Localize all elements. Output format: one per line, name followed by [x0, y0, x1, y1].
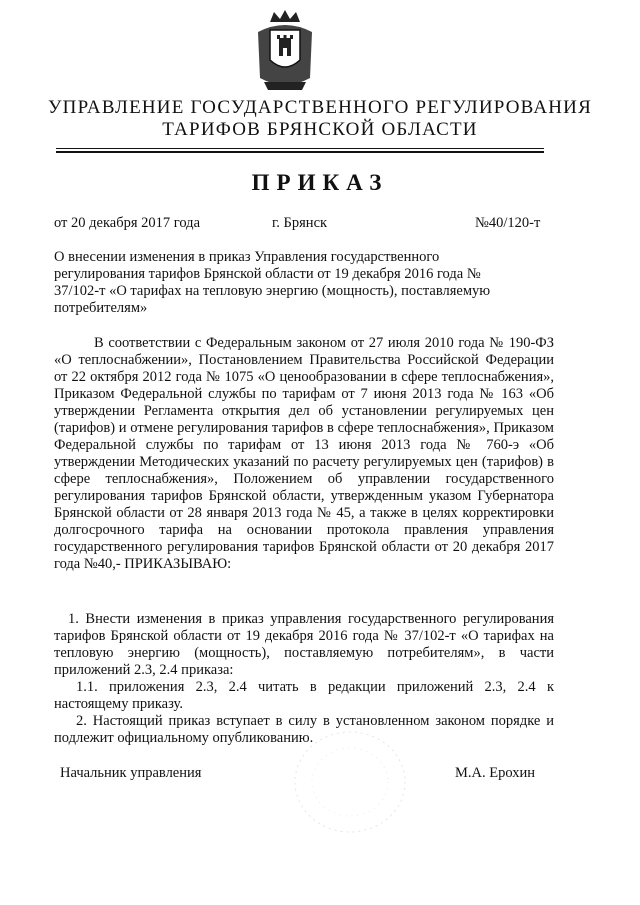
- organization-name-line1: УПРАВЛЕНИЕ ГОСУДАРСТВЕННОГО РЕГУЛИРОВАНИЯ: [48, 97, 592, 118]
- order-item-1-1: 1.1. приложения 2.3, 2.4 читать в редакции приложений 2.3, 2.4 к настоящему приказу.: [54, 679, 554, 712]
- order-item-2: 2. Настоящий приказ вступает в силу в установленном законом порядке и подлежит официальному опубликованию.: [54, 713, 554, 746]
- signatory-role: Начальник управления: [60, 765, 202, 781]
- faded-stamp-icon: [285, 722, 415, 842]
- header-divider-thick: [56, 151, 544, 153]
- preamble-paragraph: В соответствии с Федеральным законом от 27 июля 2010 года № 190-ФЗ «О теплоснабжении», Постановлением Правительства Российской Федерации от 22 октября 2012 года № 1075 «О ценообразовании в сфере теплоснабжения», Приказом Федеральной службы по тарифам от 7 июня 2013 года № 163 «Об утверждении Регламента открытия дел об установлении регулируемых цен (тарифов) и отмене регулирования тарифов в сфере теплоснабжения», Приказом Федеральной службы по тарифам от 13 июня 2013 года № 760-э «Об утверждении Методических указаний по расчету регулируемых цен (тарифов) в сфере теплоснабжения», Положением об управлении государственного регулирования тарифов Брянской области, утвержденным указом Губернатора Брянской области от 28 января 2013 года № 45, а также в целях корректировки долгосрочного тарифа на основании протокола правления управления государственного регулирования тарифов Брянской области от 20 декабря 2017 года №40,- ПРИКАЗЫВАЮ:: [54, 335, 554, 572]
- order-date: от 20 декабря 2017 года: [54, 215, 200, 231]
- signatory-name: М.А. Ерохин: [455, 765, 536, 781]
- document-title: ПРИКАЗ: [251, 170, 389, 195]
- coat-of-arms-icon: [250, 8, 320, 94]
- organization-name-line2: ТАРИФОВ БРЯНСКОЙ ОБЛАСТИ: [162, 119, 478, 140]
- order-city: г. Брянск: [272, 215, 328, 231]
- order-item-1: 1. Внести изменения в приказ управления государственного регулирования тарифов Брянской области от 19 декабря 2016 года № 37/102-т «О тарифах на тепловую энергию (мощность), поставляемую потребителям», в части приложений 2.3, 2.4 приказа:: [54, 611, 554, 678]
- header-divider-thin: [56, 148, 544, 149]
- order-subject: О внесении изменения в приказ Управления государственного регулирования тарифов Брянской области от 19 декабря 2016 года № 37/102-т «О тарифах на тепловую энергию (мощность), поставляемую потребителям»: [54, 249, 491, 316]
- order-number: №40/120-т: [475, 215, 541, 231]
